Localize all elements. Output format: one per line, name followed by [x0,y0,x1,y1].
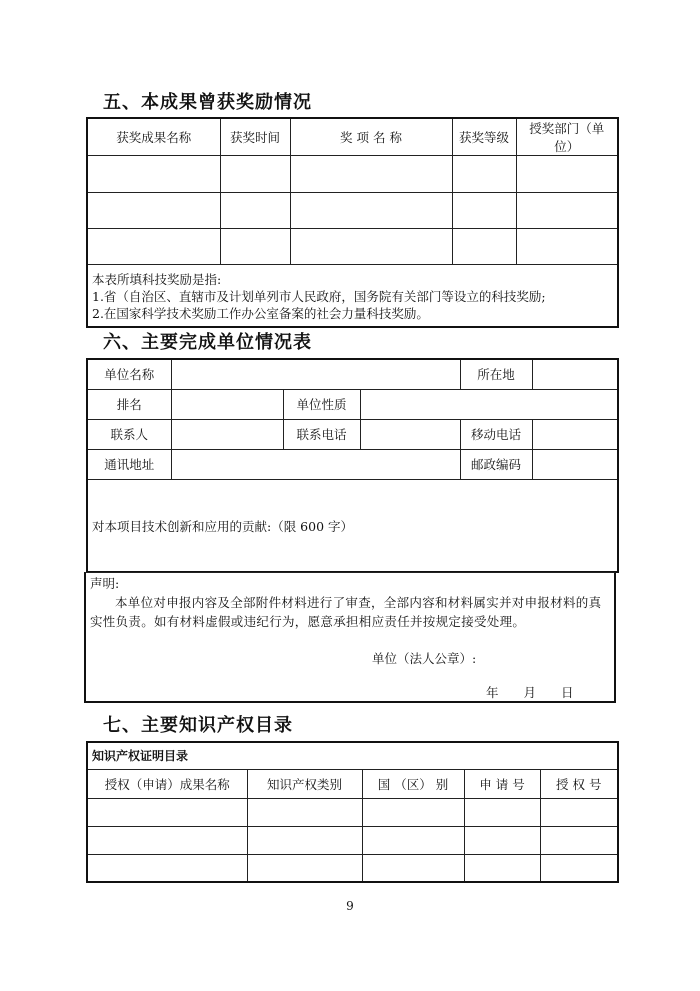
ip-cell[interactable] [540,854,618,882]
awards-notes [87,265,618,327]
address-field[interactable] [171,449,460,479]
col-ip-application-no: 申 请 号 [464,769,540,798]
label-contact-phone: 联系电话 [283,419,360,449]
label-contact: 联系人 [87,419,171,449]
ip-header-row [87,769,618,798]
col-award-time: 获奖时间 [220,118,290,156]
col-ip-country: 国 （区） 别 [362,769,464,798]
contact-phone-field[interactable] [360,419,460,449]
ip-cell[interactable] [540,798,618,826]
award-cell[interactable] [452,229,516,265]
award-cell[interactable] [290,156,452,193]
col-ip-grant-no: 授 权 号 [540,769,618,798]
table-row [87,798,618,826]
ip-cell[interactable] [362,854,464,882]
seal-label: 单位（法人公章）: [372,651,477,666]
ip-cell[interactable] [247,854,362,882]
ip-cell[interactable] [247,826,362,854]
section-5-title: 五、本成果曾获奖励情况 [103,92,312,113]
award-cell[interactable] [516,156,618,193]
date-label: 年 月 日 [486,685,574,700]
awards-table [86,117,619,328]
section-7-title: 七、主要知识产权目录 [103,715,293,736]
ip-cell[interactable] [362,798,464,826]
mobile-field[interactable] [532,419,618,449]
ip-cell[interactable] [362,826,464,854]
award-cell[interactable] [516,229,618,265]
awards-note-line: 2.在国家科学技术奖励工作办公室备案的社会力量科技奖励。 [92,305,429,321]
award-cell[interactable] [87,229,220,265]
ip-cell[interactable] [87,826,247,854]
rank-field[interactable] [171,389,283,419]
award-cell[interactable] [220,229,290,265]
ip-cell[interactable] [464,798,540,826]
unit-info-table [86,358,619,573]
ip-table [86,741,619,883]
declaration-title: 声明: [90,576,120,591]
label-address: 通讯地址 [87,449,171,479]
ip-cell[interactable] [87,798,247,826]
label-postcode: 邮政编码 [460,449,532,479]
label-rank: 排名 [87,389,171,419]
declaration-text: 本单位对申报内容及全部附件材料进行了审查，全部内容和材料属实并对申报材料的真实性负责。如有材料虚假或违纪行为，愿意承担相应责任并按规定接受处理。 [90,595,602,629]
col-ip-category: 知识产权类别 [247,769,362,798]
ip-cell[interactable] [87,854,247,882]
label-unit-nature: 单位性质 [283,389,360,419]
unit-name-field[interactable] [171,359,460,389]
table-row [87,854,618,882]
award-cell[interactable] [87,156,220,193]
postcode-field[interactable] [532,449,618,479]
award-cell[interactable] [452,156,516,193]
label-location: 所在地 [460,359,532,389]
award-cell[interactable] [452,193,516,229]
section-6-title: 六、主要完成单位情况表 [103,332,312,353]
ip-cell[interactable] [464,854,540,882]
table-row [87,156,618,193]
awards-note-line: 本表所填科技奖励是指: [92,271,222,287]
ip-subtitle: 知识产权证明目录 [87,742,618,769]
location-field[interactable] [532,359,618,389]
contact-field[interactable] [171,419,283,449]
declaration-box [84,572,616,703]
awards-note-line: 1.省（自治区、直辖市及计划单列市人民政府，国务院有关部门等设立的科技奖励; [92,288,546,304]
col-ip-result-name: 授权（申请）成果名称 [87,769,247,798]
col-award-name: 奖 项 名 称 [290,118,452,156]
contribution-field[interactable] [87,479,618,572]
award-cell[interactable] [516,193,618,229]
award-cell[interactable] [220,193,290,229]
label-unit-name: 单位名称 [87,359,171,389]
table-row [87,826,618,854]
page-number: 9 [346,899,354,913]
table-row [87,229,618,265]
award-cell[interactable] [220,156,290,193]
col-award-level: 获奖等级 [452,118,516,156]
contribution-label: 对本项目技术创新和应用的贡献:（限 600 字） [92,518,354,534]
award-cell[interactable] [290,193,452,229]
unit-nature-field[interactable] [360,389,618,419]
ip-cell[interactable] [464,826,540,854]
award-cell[interactable] [290,229,452,265]
col-award-department: 授奖部门（单位） [516,118,618,156]
awards-header-row [87,118,618,156]
ip-cell[interactable] [247,798,362,826]
award-cell[interactable] [87,193,220,229]
table-row [87,193,618,229]
ip-cell[interactable] [540,826,618,854]
label-mobile: 移动电话 [460,419,532,449]
col-award-result-name: 获奖成果名称 [87,118,220,156]
